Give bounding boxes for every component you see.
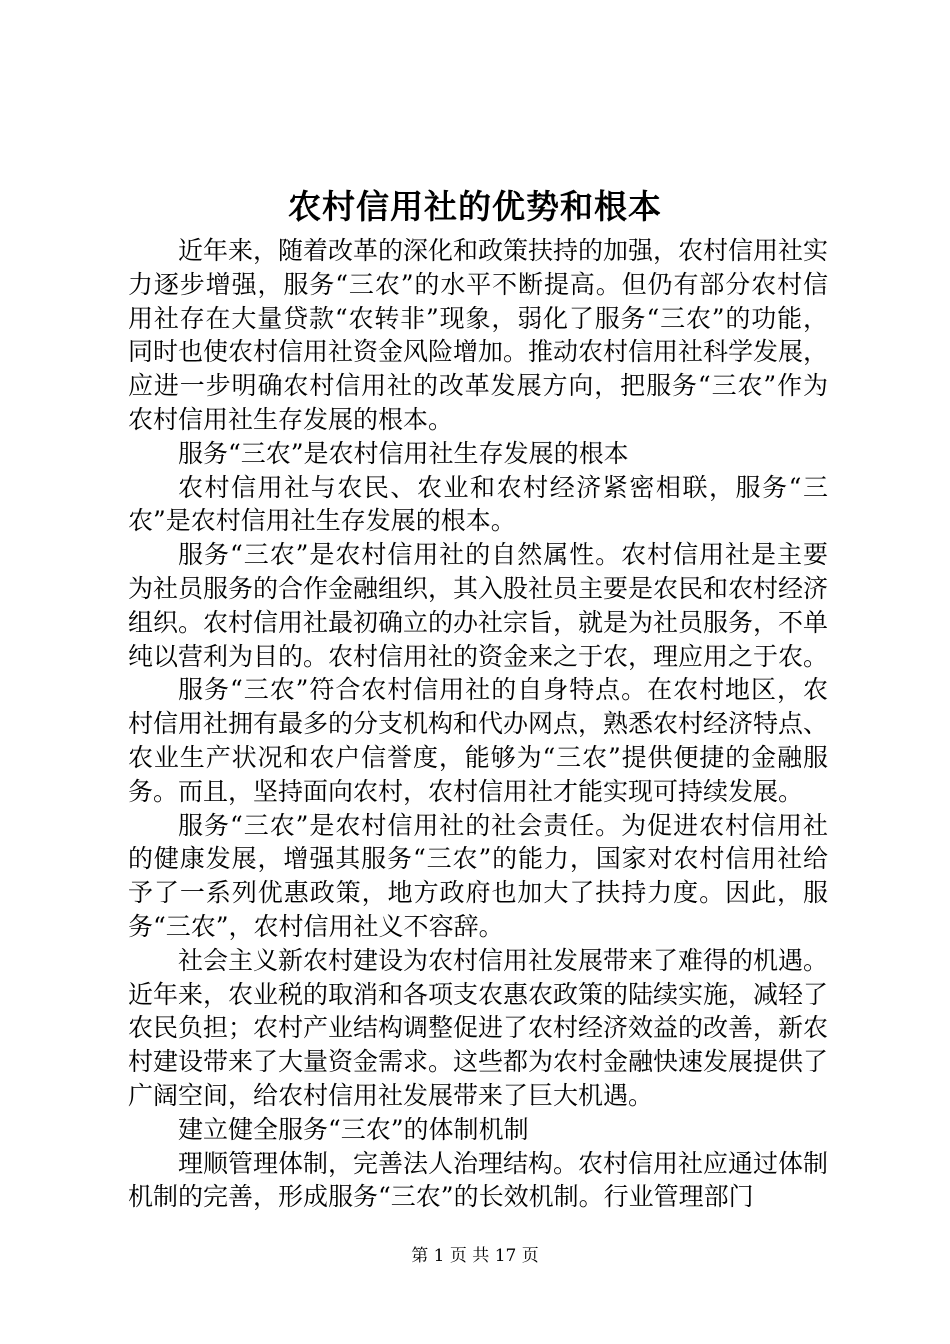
paragraph-connection: 农村信用社与农民、农业和农村经济紧密相联，服务“三农”是农村信用社生存发展的根本。: [128, 472, 828, 536]
paragraph-natural-attribute: 服务“三农”是农村信用社的自然属性。农村信用社是主要为社员服务的合作金融组织，其入股社员主要是农民和农村经济组织。农村信用社最初确立的办社宗旨，就是为社员服务，不单纯以营利为目的。农村信用社的资金来之于农，理应用之于农。: [128, 540, 829, 671]
document-body: [128, 234, 828, 1214]
paragraph-social-responsibility: 服务“三农”是农村信用社的社会责任。为促进农村信用社的健康发展，增强其服务“三农”的能力，国家对农村信用社给予了一系列优惠政策，地方政府也加大了扶持力度。因此，服务“三农”，农村信用社义不容辞。: [128, 810, 828, 941]
document-title: 农村信用社的优势和根本: [288, 187, 662, 226]
page-footer: 第 1 页 共 17 页: [411, 1246, 539, 1266]
paragraph-opportunity: 社会主义新农村建设为农村信用社发展带来了难得的机遇。近年来，农业税的取消和各项支农惠农政策的陆续实施，减轻了农民负担；农村产业结构调整促进了农村经济效益的改善，新农村建设带来了大量资金需求。这些都为农村金融快速发展提供了广阔空间，给农村信用社发展带来了巨大机遇。: [128, 945, 829, 1110]
paragraph-management: 理顺管理体制，完善法人治理结构。农村信用社应通过体制机制的完善，形成服务“三农”的长效机制。行业管理部门: [128, 1148, 829, 1212]
paragraph-intro: 近年来，随着改革的深化和政策扶持的加强，农村信用社实力逐步增强，服务“三农”的水平不断提高。但仍有部分农村信用社存在大量贷款“农转非”现象，弱化了服务“三农”的功能，同时也使农村信用社资金风险增加。推动农村信用社科学发展，应进一步明确农村信用社的改革发展方向，把服务“三农”作为农村信用社生存发展的根本。: [128, 236, 829, 434]
section-heading-root: 服务“三农”是农村信用社生存发展的根本: [178, 438, 629, 468]
paragraph-own-characteristics: 服务“三农”符合农村信用社的自身特点。在农村地区，农村信用社拥有最多的分支机构和代办网点，熟悉农村经济特点、农业生产状况和农户信誉度，能够为“三农”提供便捷的金融服务。而且，坚持面向农村，农村信用社才能实现可持续发展。: [128, 675, 829, 806]
section-heading-mechanism: 建立健全服务“三农”的体制机制: [178, 1114, 529, 1144]
